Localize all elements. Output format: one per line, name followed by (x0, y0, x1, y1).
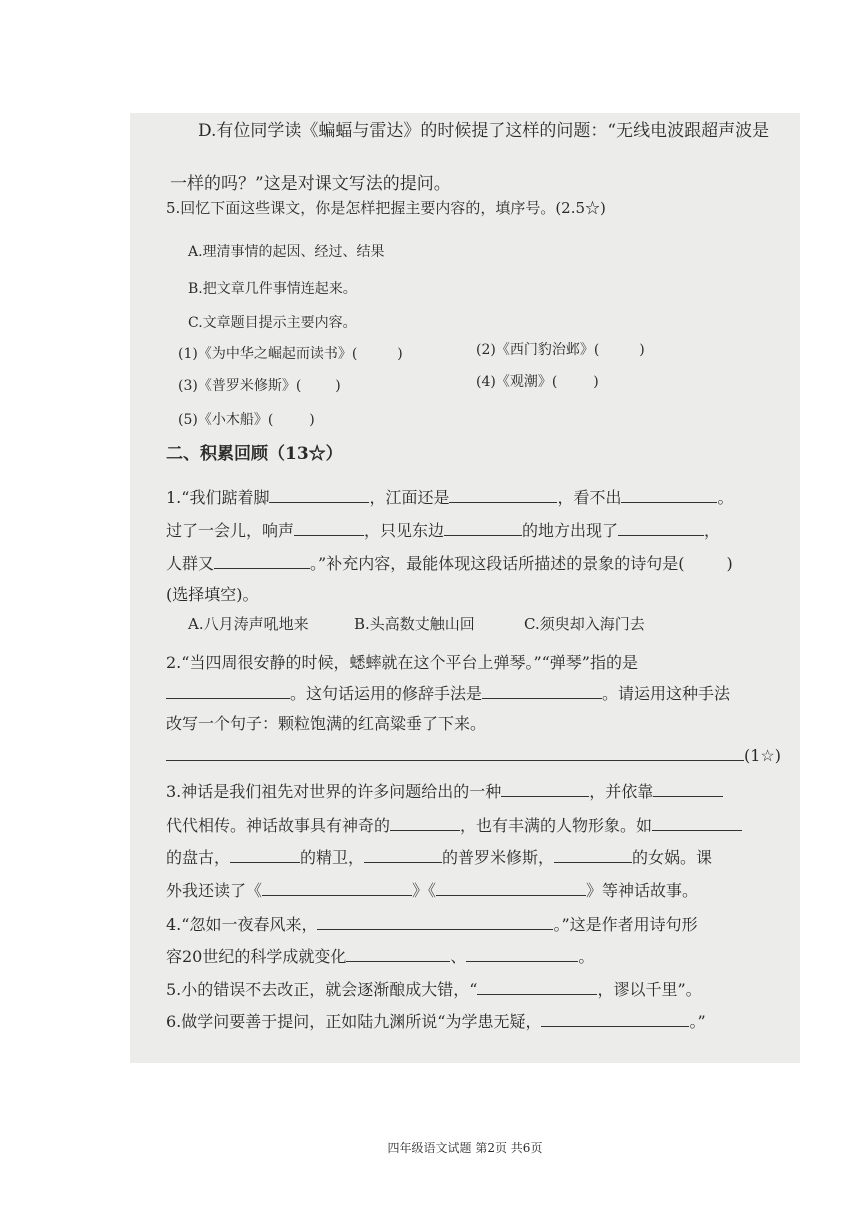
s2q4-blank-2[interactable] (346, 945, 450, 962)
s2q4-text-e: 。 (578, 947, 595, 966)
s2q3-line3 (166, 846, 712, 869)
s2q1-blank-3[interactable] (621, 486, 717, 503)
s2q3-text-f: 的精卫， (300, 848, 365, 867)
s2q3-blank-2[interactable] (653, 780, 723, 797)
s2q4-blank-1[interactable] (317, 913, 553, 930)
s2q1-option-a: A.八月涛声吼地来 (188, 615, 309, 633)
s2q3-blank-5[interactable] (230, 846, 300, 863)
s2q6-line (166, 1010, 706, 1033)
s2q4-text-c: 容20世纪的科学成就变化 (166, 947, 347, 966)
q5-item-3-close: ) (335, 378, 341, 394)
s2q4-blank-3[interactable] (466, 945, 578, 962)
s2q3-text-a: 3.神话是我们祖先对世界的许多问题给出的一种 (166, 782, 502, 801)
q5-item-1-label: (1)《为中华之崛起而读书》( (178, 346, 358, 362)
s2q1-text-d: 。 (717, 488, 734, 507)
s2q1-option-b: B.头高数丈触山回 (354, 615, 475, 633)
s2q2-line4 (166, 744, 781, 767)
s2q1-blank-1[interactable] (269, 486, 369, 503)
s2q1-text-b: ，江面还是 (369, 488, 450, 507)
s2q2-blank-1[interactable] (166, 682, 290, 699)
s2q3-text-c: 代代相传。神话故事具有神奇的 (166, 816, 391, 835)
s2q1-line2 (166, 519, 720, 542)
s2q1-blank-5[interactable] (444, 519, 522, 536)
page-footer: 四年级语文试题 第2页 共6页 (387, 1141, 543, 1155)
s2q1-text-f: ，只见东边 (364, 521, 445, 540)
q5-item-3-label: (3)《普罗米修斯》( (178, 378, 302, 394)
s2q2-line1: 2.“当四周很安静的时候，蟋蟀就在这个平台上弹琴。”“弹琴”指的是 (166, 653, 638, 672)
q5-item-2 (476, 339, 645, 361)
s2q2-line3: 改写一个句子：颗粒饱满的红高粱垂了下来。 (166, 714, 487, 733)
q5-item-5-close: ) (309, 412, 315, 428)
q5-item-5-label: (5)《小木船》( (178, 412, 274, 428)
q5-item-1 (178, 343, 403, 365)
q4-option-d-line2: 一样的吗？”这是对课文写法的提问。 (170, 174, 451, 194)
s2q1-blank-4[interactable] (294, 519, 364, 536)
q5-item-1-close: ) (397, 346, 403, 362)
s2q3-text-j: 》《 (412, 881, 437, 900)
q5-item-2-close: ) (639, 342, 645, 358)
s2q3-blank-8[interactable] (262, 879, 412, 896)
q4-option-d-line1: D.有位同学读《蝙蝠与雷达》的时候提了这样的问题：“无线电波跟超声波是 (198, 121, 770, 141)
s2q3-blank-4[interactable] (652, 814, 742, 831)
s2q3-blank-9[interactable] (436, 879, 586, 896)
s2q1-option-c: C.须臾却入海门去 (524, 615, 645, 633)
q5-item-4-close: ) (593, 374, 599, 390)
s2q3-text-h: 的女娲。课 (632, 848, 713, 867)
s2q1-line3 (166, 552, 733, 575)
s2q4-text-a: 4.“忽如一夜春风来， (166, 915, 318, 934)
s2q3-text-g: 的普罗米修斯， (442, 848, 555, 867)
s2q4-line1 (166, 913, 698, 936)
s2q1-text-g: 的地方出现了 (522, 521, 619, 540)
s2q3-line1 (166, 780, 723, 803)
s2q2-text-b: 。这句话运用的修辞手法是 (290, 684, 483, 703)
q5-option-b: B.把文章几件事情连起来。 (188, 281, 357, 297)
s2q2-text-c: 。请运用这种手法 (602, 684, 731, 703)
s2q5-line (166, 978, 702, 1001)
s2q1-blank-7[interactable] (214, 552, 310, 569)
s2q6-blank[interactable] (541, 1010, 689, 1027)
s2q3-text-e: 的盘古， (166, 848, 231, 867)
s2q1-text-h: ， (704, 521, 721, 540)
s2q3-text-b: ，并依靠 (589, 782, 654, 801)
q5-option-a: A.理清事情的起因、经过、结果 (188, 244, 385, 260)
q5-option-c: C.文章题目提示主要内容。 (188, 315, 357, 331)
s2q5-text-a: 5.小的错误不去改正，就会逐渐酿成大错，“ (166, 980, 478, 999)
s2q3-blank-7[interactable] (554, 846, 632, 863)
q5-item-3 (178, 375, 341, 397)
section-2-title: 二、积累回顾（13☆） (166, 444, 343, 464)
s2q1-blank-2[interactable] (449, 486, 557, 503)
s2q4-text-d: 、 (450, 947, 467, 966)
s2q3-line2 (166, 814, 742, 837)
s2q5-text-b: ，谬以千里”。 (597, 980, 702, 999)
s2q1-text-e: 过了一会儿，响声 (166, 521, 295, 540)
s2q1-text-i: 人群又 (166, 554, 215, 573)
s2q3-blank-1[interactable] (501, 780, 589, 797)
s2q1-text-c: ，看不出 (557, 488, 622, 507)
q5-item-4 (476, 371, 599, 393)
s2q1-text-a: 1.“我们踮着脚 (166, 488, 270, 507)
s2q1-line4: (选择填空)。 (166, 585, 259, 604)
s2q1-text-j: 。”补充内容，最能体现这段话所描述的景象的诗句是( (310, 554, 685, 573)
q5-item-4-label: (4)《观潮》( (476, 374, 558, 390)
s2q1-blank-6[interactable] (618, 519, 704, 536)
s2q2-line2 (166, 682, 730, 705)
s2q2-blank-2[interactable] (482, 682, 602, 699)
s2q2-score: (1☆) (744, 746, 782, 765)
s2q3-text-d: ，也有丰满的人物形象。如 (460, 816, 653, 835)
s2q2-rewrite-blank[interactable] (166, 744, 744, 761)
s2q6-text-b: 。” (689, 1012, 706, 1031)
s2q3-blank-6[interactable] (364, 846, 442, 863)
s2q1-line1 (166, 486, 734, 509)
s2q1-text-k: ) (726, 554, 733, 573)
s2q6-text-a: 6.做学问要善于提问，正如陆九渊所说“为学患无疑， (166, 1012, 542, 1031)
s2q3-text-i: 外我还读了《 (166, 881, 263, 900)
s2q4-line2 (166, 945, 594, 968)
q5-item-2-label: (2)《西门豹治邺》( (476, 342, 600, 358)
s2q5-blank[interactable] (477, 978, 597, 995)
s2q3-text-k: 》等神话故事。 (586, 881, 699, 900)
s2q3-line4 (166, 879, 698, 902)
s2q3-blank-3[interactable] (390, 814, 460, 831)
s2q4-text-b: 。”这是作者用诗句形 (553, 915, 698, 934)
exam-page (130, 113, 800, 1155)
q5-item-5 (178, 409, 315, 431)
q5-stem: 5.回忆下面这些课文，你是怎样把握主要内容的，填序号。(2.5☆) (166, 199, 606, 217)
